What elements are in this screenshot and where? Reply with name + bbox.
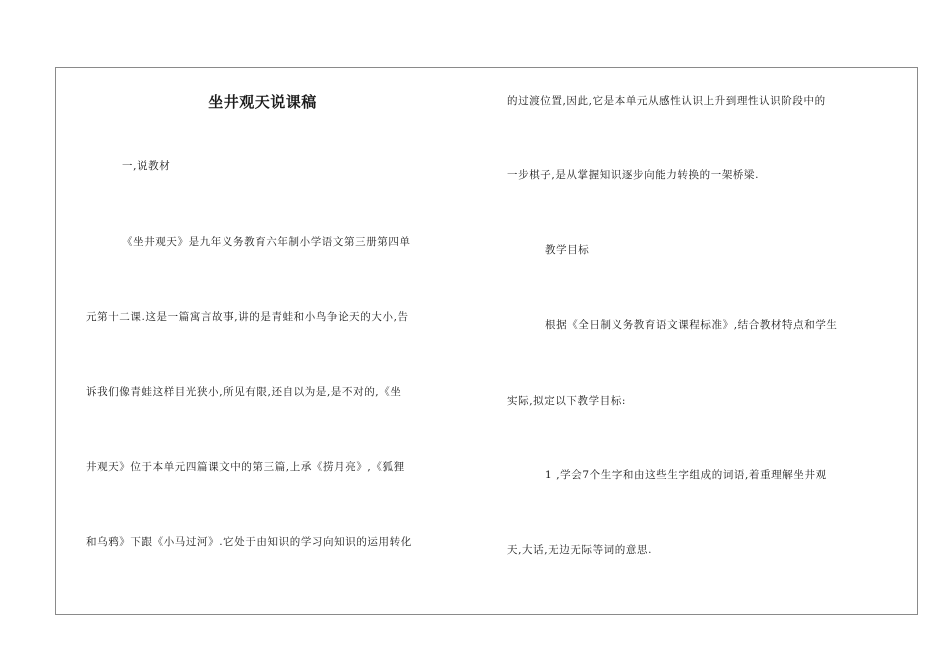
paragraph-line: 的过渡位置,因此,它是本单元从感性认识上升到理性认识阶段中的 <box>507 95 826 107</box>
section-heading-teaching-goals: 教学目标 <box>545 244 590 256</box>
page-frame <box>55 67 918 615</box>
paragraph-line: 和乌鸦》下跟《小马过河》.它处于由知识的学习向知识的运用转化 <box>86 536 412 548</box>
list-item-goal-1: 1 ,学会7个生字和由这些生字组成的词语,着重理解坐井观 <box>545 469 827 481</box>
paragraph-line: 根据《全日制义务教育语文课程标准》,结合教材特点和学生 <box>545 319 838 331</box>
section-heading-textbook: 一,说教材 <box>122 160 171 172</box>
paragraph-line: 井观天》位于本单元四篇课文中的第三篇,上承《捞月亮》,《狐狸 <box>86 461 405 473</box>
paragraph-line: 元第十二课.这是一篇寓言故事,讲的是青蛙和小鸟争论天的大小,告 <box>86 311 409 323</box>
paragraph-line: 诉我们像青蛙这样目光狭小,所见有限,还自以为是,是不对的,《坐 <box>86 386 402 398</box>
paragraph-line: 实际,拟定以下教学目标: <box>507 395 627 407</box>
paragraph-line: 一步棋子,是从掌握知识逐步向能力转换的一架桥梁. <box>507 169 760 181</box>
document-title: 坐井观天说课稿 <box>208 93 317 111</box>
paragraph-line: 《坐井观天》是九年义务教育六年制小学语文第三册第四单 <box>122 236 411 248</box>
paragraph-line: 天,大话,无边无际等词的意思. <box>507 544 653 556</box>
